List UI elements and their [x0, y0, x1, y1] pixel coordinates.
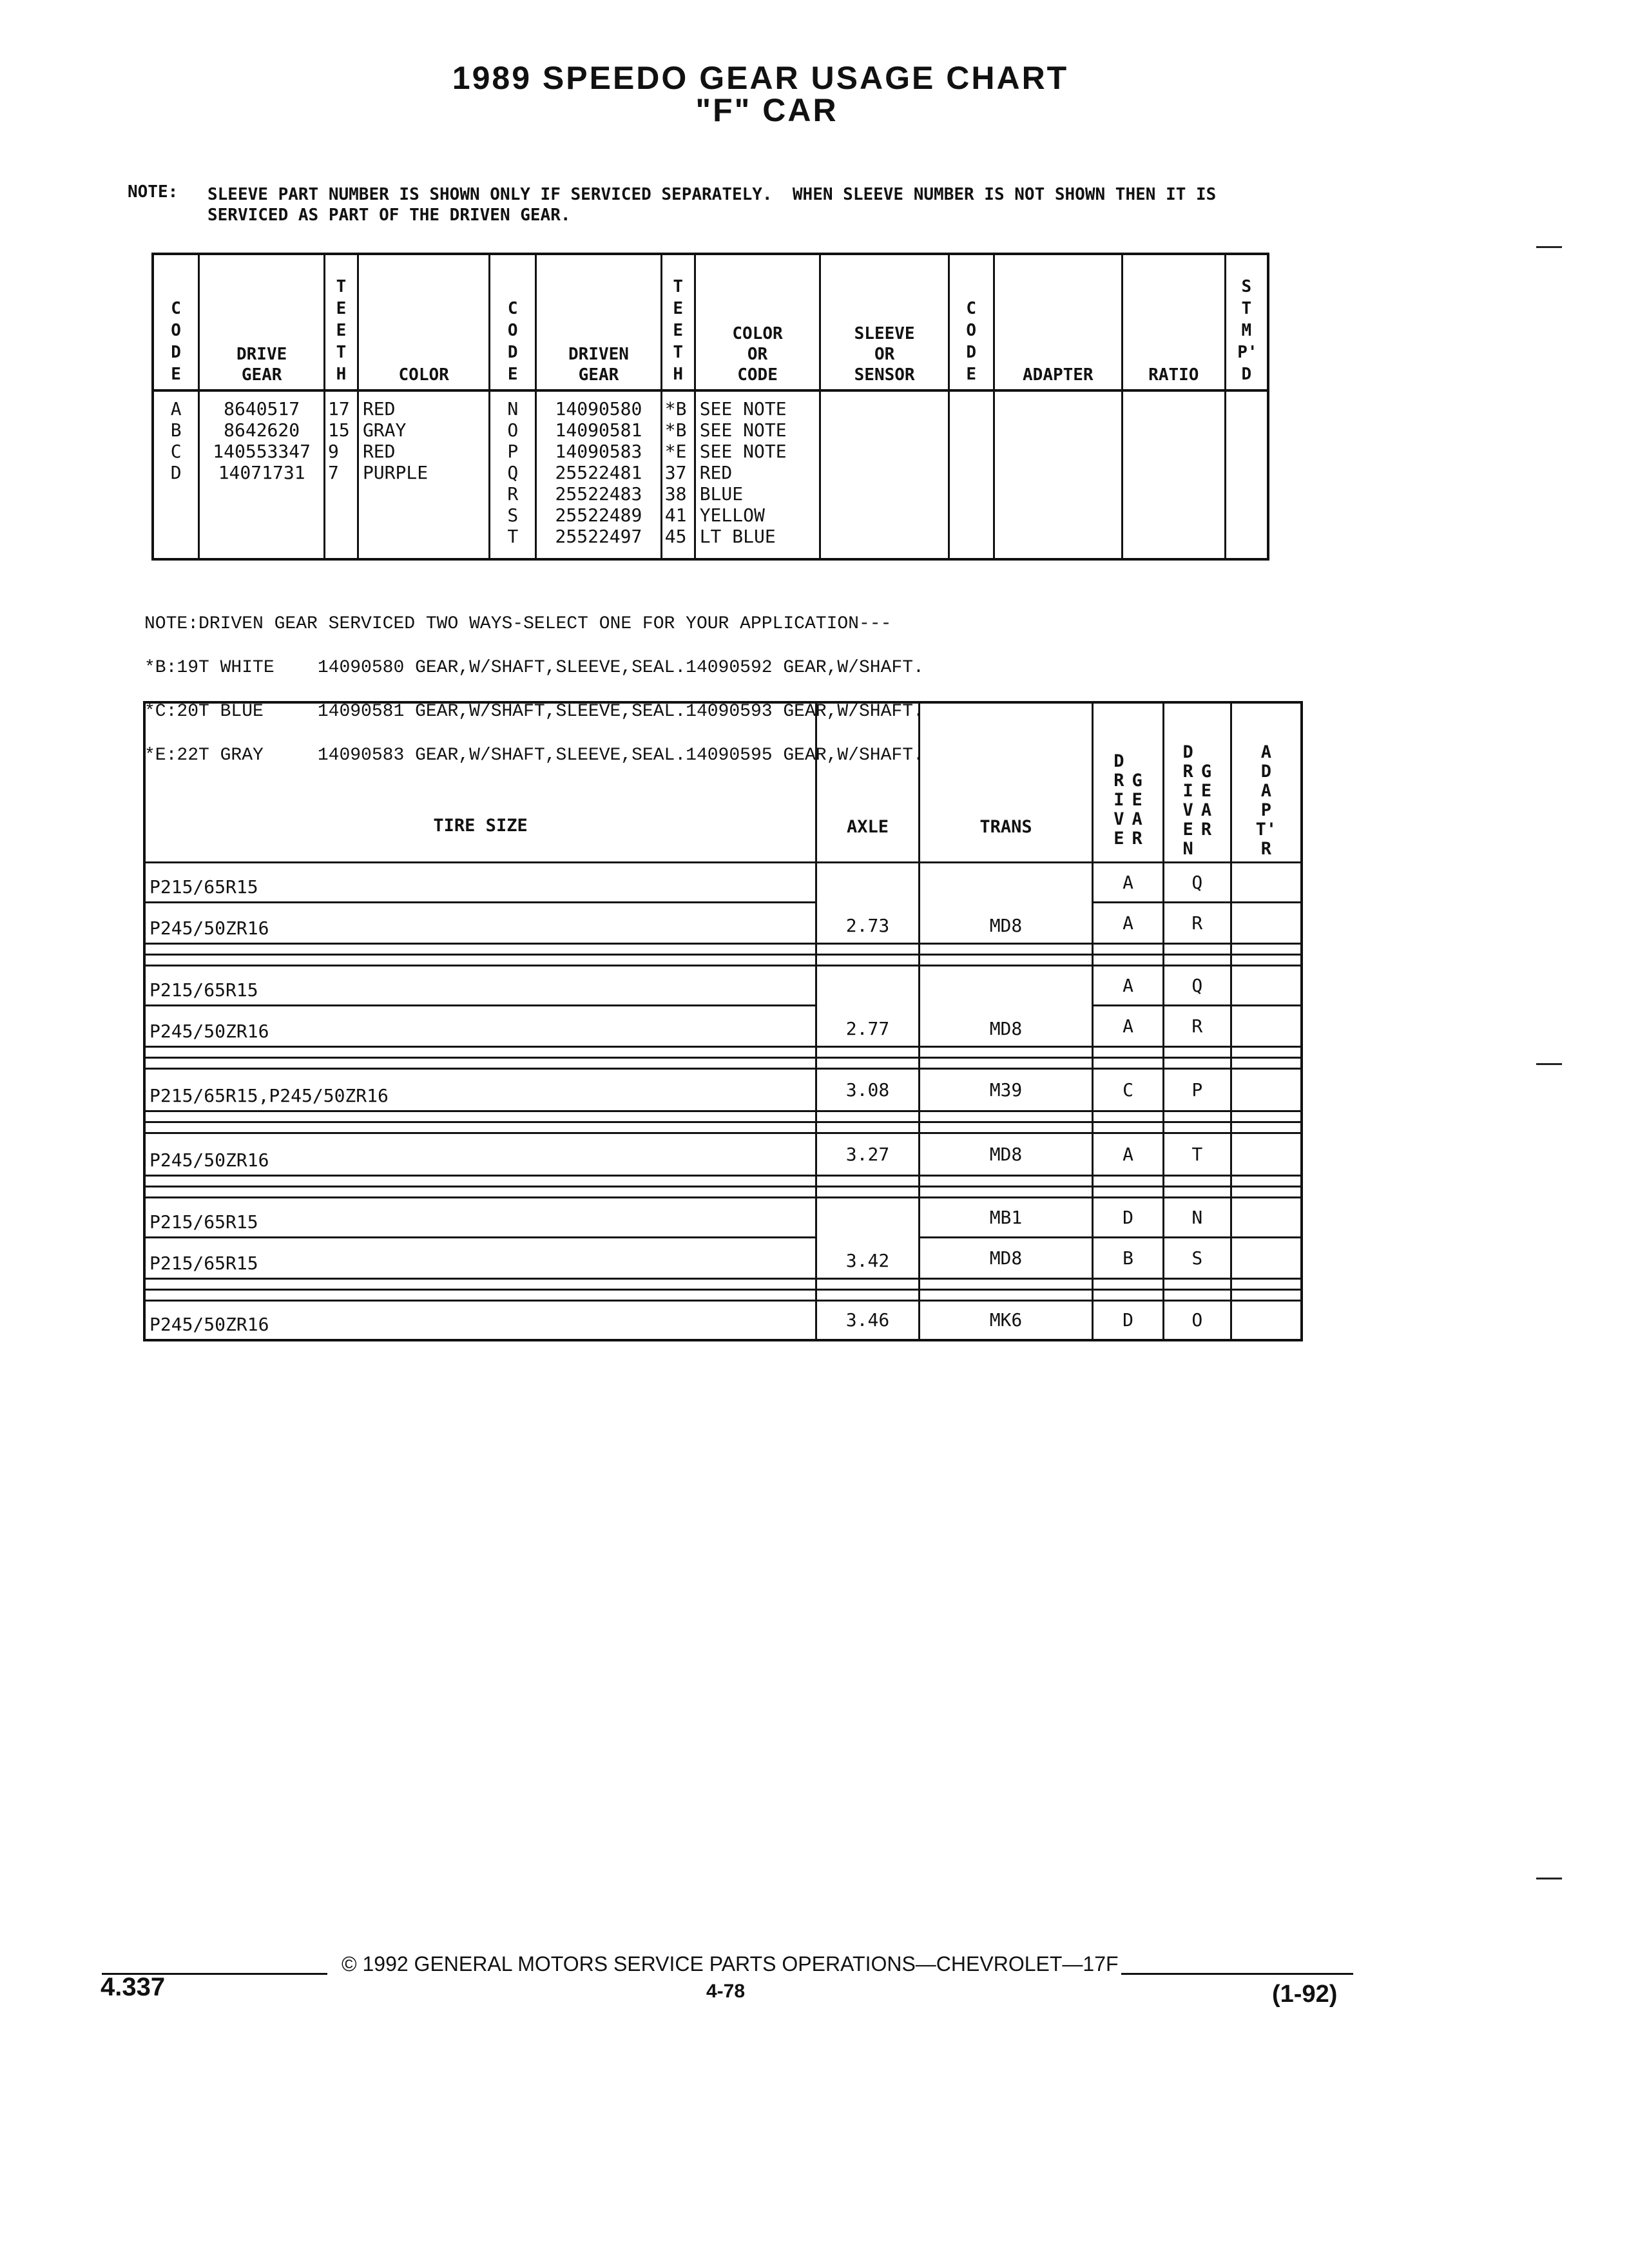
trans-cell: MD8: [919, 1133, 1092, 1175]
stmpd-column: [1225, 390, 1268, 559]
header-color-code: COLOR OR CODE: [695, 254, 820, 390]
driven-cell: R: [1163, 1005, 1231, 1046]
header-sleeve-sensor: SLEEVE OR SENSOR: [820, 254, 949, 390]
drive-cell: B: [1093, 1237, 1164, 1278]
code-3-column: [949, 390, 994, 559]
adapter-column: [994, 390, 1122, 559]
footer-page-number: 4-78: [706, 1981, 746, 2002]
drive-code-column: A B C D: [153, 390, 199, 559]
axle-cell: 3.27: [816, 1133, 920, 1175]
note-line-1: SLEEVE PART NUMBER IS SHOWN ONLY IF SERVICED SEPARATELY. WHEN SLEEVE NUMBER IS NOT SHOWN THEN IT IS: [207, 185, 1217, 204]
footer-copyright: © 1992 GENERAL MOTORS SERVICE PARTS OPERATIONS—CHEVROLET—17F: [342, 1952, 1119, 1975]
adapter-cell: [1231, 1068, 1302, 1111]
driven-note-line-4: *E:22T GRAY 14090583 GEAR,W/SHAFT,SLEEVE,SEAL.14090595 GEAR,W/SHAFT.: [144, 745, 924, 765]
header-teeth-2: T E E T H: [661, 254, 695, 390]
drive-cell: A: [1093, 1133, 1164, 1175]
tire-cell: P215/65R15,P245/50ZR16: [144, 1068, 816, 1111]
drive-cell: C: [1093, 1068, 1164, 1111]
drive-teeth-column: 17 15 9 7: [325, 390, 358, 559]
tire-cell: P245/50ZR16: [144, 902, 816, 943]
trans-cell: M39: [919, 1068, 1092, 1111]
adapter-cell: [1231, 965, 1302, 1005]
driven-color-column: SEE NOTE SEE NOTE SEE NOTE RED BLUE YELLOW LT BLUE: [695, 390, 820, 559]
drive-gear-column: 8640517 8642620 140553347 14071731: [199, 390, 325, 559]
trans-cell: MB1: [919, 1197, 1092, 1237]
driven-cell: R: [1163, 902, 1231, 943]
adapter-cell: [1231, 1133, 1302, 1175]
header-code-2: C O D E: [490, 254, 536, 390]
margin-mark: [1536, 1063, 1562, 1065]
page-title: 1989 SPEEDO GEAR USAGE CHART: [452, 60, 1069, 96]
driven-note-line-3: *C:20T BLUE 14090581 GEAR,W/SHAFT,SLEEVE,SEAL.14090593 GEAR,W/SHAFT.: [144, 702, 924, 722]
axle-cell: 3.42: [816, 1197, 920, 1278]
sleeve-column: [820, 390, 949, 559]
trans-cell: MK6: [919, 1300, 1092, 1340]
note-line-2: SERVICED AS PART OF THE DRIVEN GEAR.: [207, 206, 571, 225]
tire-cell: P245/50ZR16: [144, 1300, 816, 1340]
driven-cell: Q: [1163, 862, 1231, 902]
adapter-cell: [1231, 902, 1302, 943]
driven-teeth-column: *B *B *E 37 38 41 45: [661, 390, 695, 559]
tire-cell: P215/65R15: [144, 965, 816, 1005]
header-ratio: RATIO: [1123, 254, 1226, 390]
usage-table: [143, 701, 1303, 1341]
tire-cell: P245/50ZR16: [144, 1133, 816, 1175]
header-drive-gear-2: D R I V E G E A R: [1093, 702, 1164, 862]
footer-rule-right: [1121, 1973, 1353, 1975]
axle-cell: 3.08: [816, 1068, 920, 1111]
trans-cell: MD8: [919, 862, 1092, 943]
header-code-3: C O D E: [949, 254, 994, 390]
note-label: NOTE:: [128, 182, 178, 202]
header-driven-gear: DRIVEN GEAR: [536, 254, 662, 390]
trans-cell: MD8: [919, 1237, 1092, 1278]
axle-cell: 3.46: [816, 1300, 920, 1340]
header-driven-gear-2: D R I V E N G E A R: [1163, 702, 1231, 862]
drive-cell: A: [1093, 1005, 1164, 1046]
adapter-cell: [1231, 1005, 1302, 1046]
drive-cell: D: [1093, 1300, 1164, 1340]
header-code-1: C O D E: [153, 254, 199, 390]
driven-gear-column: 14090580 14090581 14090583 25522481 25522483 25522489 25522497: [536, 390, 662, 559]
adapter-cell: [1231, 862, 1302, 902]
page-subtitle: "F" CAR: [695, 92, 838, 128]
driven-cell: S: [1163, 1237, 1231, 1278]
drive-cell: D: [1093, 1197, 1164, 1237]
driven-cell: O: [1163, 1300, 1231, 1340]
axle-cell: 2.77: [816, 965, 920, 1046]
drive-cell: A: [1093, 965, 1164, 1005]
margin-mark: [1536, 1878, 1562, 1879]
tire-cell: P245/50ZR16: [144, 1005, 816, 1046]
header-drive-gear: DRIVE GEAR: [199, 254, 325, 390]
footer-revision-date: (1-92): [1272, 1981, 1338, 2008]
gear-table: [151, 253, 1269, 561]
adapter-cell: [1231, 1197, 1302, 1237]
header-trans: TRANS: [919, 702, 1092, 862]
trans-cell: MD8: [919, 965, 1092, 1046]
header-axle: AXLE: [816, 702, 920, 862]
driven-cell: T: [1163, 1133, 1231, 1175]
driven-note-line-1: NOTE:DRIVEN GEAR SERVICED TWO WAYS-SELECT ONE FOR YOUR APPLICATION---: [144, 614, 892, 634]
footer-section-number: 4.337: [101, 1973, 166, 2001]
header-tire-size: TIRE SIZE: [144, 702, 816, 862]
header-adapter: ADAPTER: [994, 254, 1122, 390]
driven-code-column: N O P Q R S T: [490, 390, 536, 559]
ratio-column: [1123, 390, 1226, 559]
driven-note-line-2: *B:19T WHITE 14090580 GEAR,W/SHAFT,SLEEVE,SEAL.14090592 GEAR,W/SHAFT.: [144, 658, 924, 678]
driven-cell: P: [1163, 1068, 1231, 1111]
drive-cell: A: [1093, 862, 1164, 902]
drive-cell: A: [1093, 902, 1164, 943]
adapter-cell: [1231, 1300, 1302, 1340]
header-color-1: COLOR: [358, 254, 489, 390]
drive-color-column: RED GRAY RED PURPLE: [358, 390, 489, 559]
driven-cell: N: [1163, 1197, 1231, 1237]
header-teeth-1: T E E T H: [325, 254, 358, 390]
adapter-cell: [1231, 1237, 1302, 1278]
tire-cell: P215/65R15: [144, 862, 816, 902]
margin-mark: [1536, 246, 1562, 248]
header-adapter-2: A D A P T' R: [1231, 702, 1302, 862]
driven-cell: Q: [1163, 965, 1231, 1005]
tire-cell: P215/65R15: [144, 1197, 816, 1237]
axle-cell: 2.73: [816, 862, 920, 943]
header-stmpd: S T M P' D: [1225, 254, 1268, 390]
tire-cell: P215/65R15: [144, 1237, 816, 1278]
